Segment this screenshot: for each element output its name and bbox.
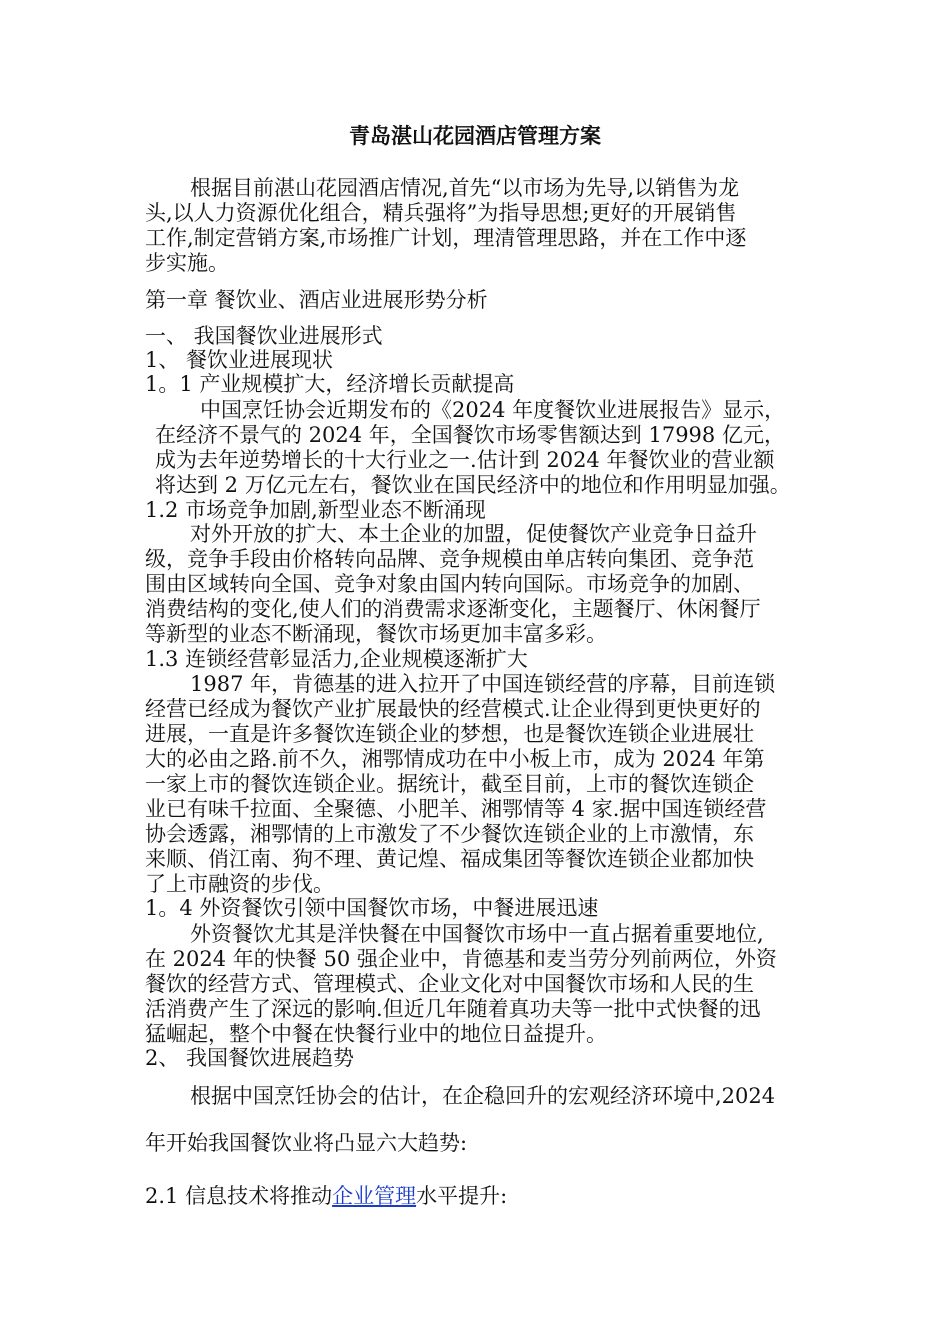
paragraph-line: 在经济不景气的 2024 年，全国餐饮市场零售额达到 17998 亿元， (155, 423, 785, 447)
paragraph-line: 等新型的业态不断涌现，餐饮市场更加丰富多彩。 (145, 622, 607, 646)
paragraph-line: 消费结构的变化,使人们的消费需求逐渐变化，主题餐厅、休闲餐厅 (145, 597, 761, 621)
subsection-heading-2-1 (145, 1184, 507, 1208)
subsection-heading: 1、 餐饮业进展现状 (145, 348, 334, 372)
paragraph-line: 业已有味千拉面、全聚德、小肥羊、湘鄂情等 4 家.据中国连锁经营 (145, 797, 767, 821)
intro-line: 步实施。 (145, 251, 229, 275)
enterprise-management-link[interactable]: 企业管理 (332, 1184, 417, 1208)
chapter-heading: 第一章 餐饮业、酒店业进展形势分析 (145, 288, 488, 312)
paragraph-line: 猛崛起，整个中餐在快餐行业中的地位日益提升。 (145, 1022, 607, 1046)
paragraph-line: 对外开放的扩大、本土企业的加盟，促使餐饮产业竞争日益升 (190, 522, 757, 546)
paragraph-line: 经营已经成为餐饮产业扩展最快的经营模式.让企业得到更快更好的 (145, 697, 761, 721)
paragraph-line: 年开始我国餐饮业将凸显六大趋势: (145, 1131, 468, 1155)
paragraph-line: 一家上市的餐饮连锁企业。据统计，截至目前，上市的餐饮连锁企 (145, 772, 754, 796)
subsection-heading: 1。4 外资餐饮引领中国餐饮市场，中餐进展迅速 (145, 896, 599, 920)
paragraph-line: 活消费产生了深远的影响.但近几年随着真功夫等一批中式快餐的迅 (145, 997, 761, 1021)
heading-text: 水平提升: (416, 1184, 508, 1208)
paragraph-line: 成为去年逆势增长的十大行业之一.估计到 2024 年餐饮业的营业额 (155, 448, 775, 472)
paragraph-line: 中国烹饪协会近期发布的《2024 年度餐饮业进展报告》显示， (200, 398, 786, 422)
paragraph-line: 餐饮的经营方式、管理模式、企业文化对中国餐饮市场和人民的生 (145, 972, 754, 996)
paragraph-line: 级，竞争手段由价格转向品牌、竞争规模由单店转向集团、竞争范 (145, 547, 754, 571)
subsection-heading: 1.2 市场竞争加剧,新型业态不断涌现 (145, 498, 486, 522)
paragraph-line: 进展，一直是许多餐饮连锁企业的梦想，也是餐饮连锁企业进展壮 (145, 722, 754, 746)
paragraph-line: 外资餐饮尤其是洋快餐在中国餐饮市场中一直占据着重要地位, (190, 922, 764, 946)
paragraph-line: 根据中国烹饪协会的估计，在企稳回升的宏观经济环境中,2024 (190, 1084, 776, 1108)
paragraph-line: 大的必由之路.前不久，湘鄂情成功在中小板上市，成为 2024 年第 (145, 747, 765, 771)
paragraph-line: 协会透露，湘鄂情的上市激发了不少餐饮连锁企业的上市激情，东 (145, 822, 754, 846)
paragraph-line: 来顺、俏江南、狗不理、黄记煌、福成集团等餐饮连锁企业都加快 (145, 847, 754, 871)
paragraph-line: 了上市融资的步伐。 (145, 872, 334, 896)
intro-line: 头,以人力资源优化组合，精兵强将”为指导思想;更好的开展销售 (145, 201, 737, 225)
paragraph-line: 围由区域转向全国、竞争对象由国内转向国际。市场竞争的加剧、 (145, 572, 754, 596)
subsection-heading: 2、 我国餐饮进展趋势 (145, 1046, 355, 1070)
paragraph-line: 在 2024 年的快餐 50 强企业中，肯德基和麦当劳分列前两位，外资 (145, 947, 777, 971)
paragraph-line: 1987 年，肯德基的进入拉开了中国连锁经营的序幕，目前连锁 (190, 672, 776, 696)
subsection-heading: 1.3 连锁经营彰显活力,企业规模逐渐扩大 (145, 647, 528, 671)
subsection-heading: 1。1 产业规模扩大，经济增长贡献提高 (145, 372, 515, 396)
section-heading: 一、 我国餐饮业进展形式 (145, 324, 383, 348)
heading-text: 2.1 信息技术将推动 (145, 1184, 333, 1208)
paragraph-line: 将达到 2 万亿元左右，餐饮业在国民经济中的地位和作用明显加强。 (155, 473, 791, 497)
intro-line: 工作,制定营销方案,市场推广计划，理清管理思路，并在工作中逐 (145, 226, 747, 250)
intro-line: 根据目前湛山花园酒店情况,首先“以市场为先导,以销售为龙 (190, 176, 740, 200)
document-title: 青岛湛山花园酒店管理方案 (349, 123, 601, 148)
